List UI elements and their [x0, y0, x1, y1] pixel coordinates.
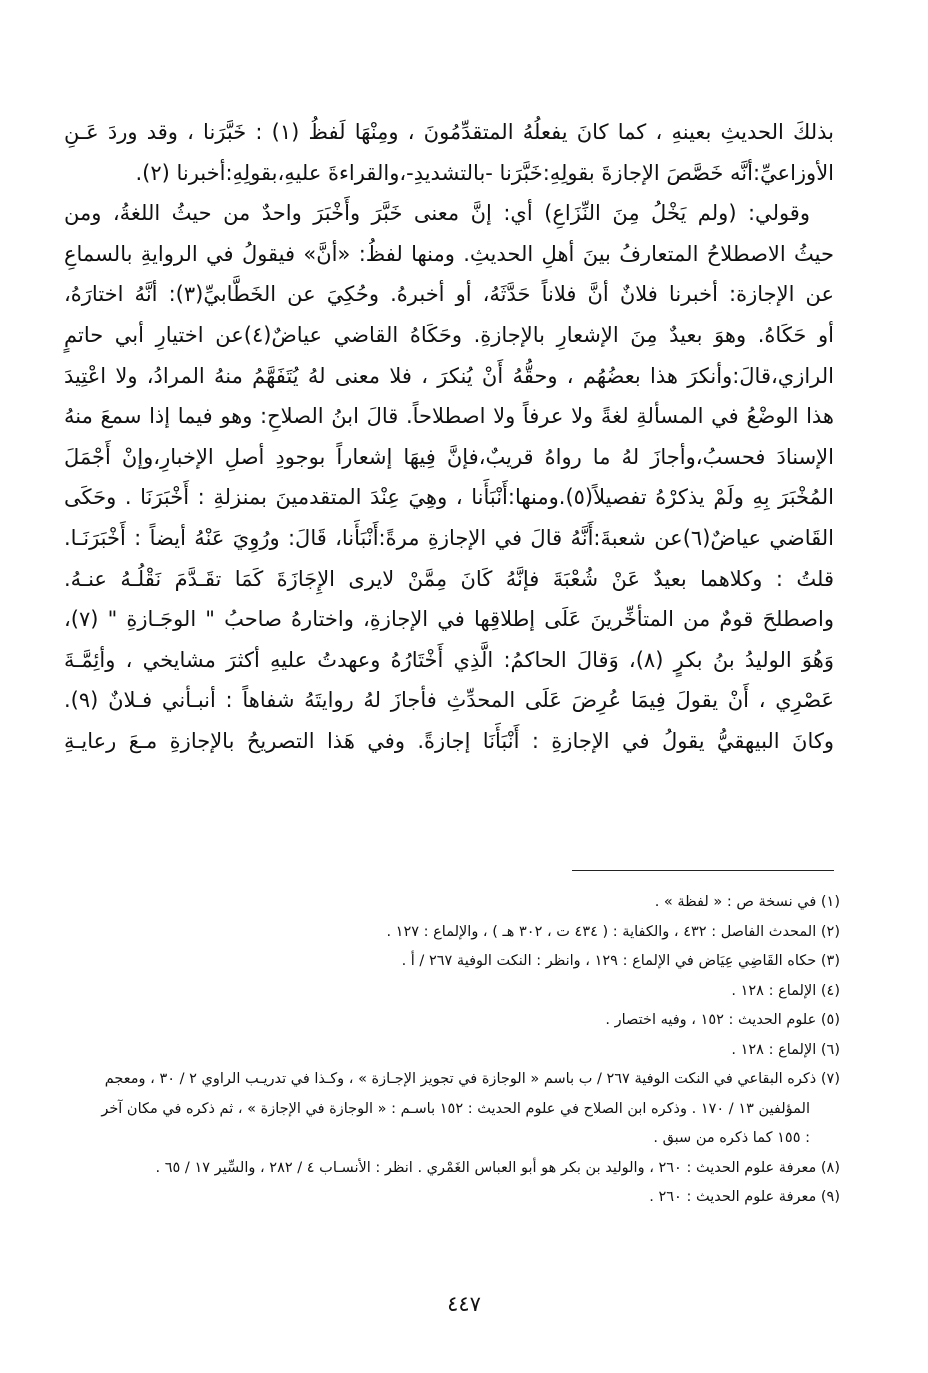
page-number: ٤٤٧: [447, 1292, 481, 1316]
text-line: عَصْرِي ، أَنْ يقولَ فِيمَا عُرِضَ عَلَى المحدِّثِ فأجازَ لهُ روايتَهُ شفاهاً : أنبـأني فـلانٌ (٩).: [64, 688, 834, 713]
footnote: (٦) الإلماع : ١٢٨ .: [731, 1041, 840, 1058]
text-line: واصطلحَ قومٌ من المتأخِّرينَ عَلَى إطلاقِها في الإجازةِ، واختارهُ صاحبُ " الوجَـازةِ " (٧)،: [64, 607, 834, 632]
text-line: بذلكَ الحديثِ بعينهِ ، كما كانَ يفعلُهُ المتقدِّمُونَ ، ومِنْهَا لَفظُ (١) : خَبَّرَنا ، وقد وردَ عَـنِ: [64, 120, 834, 144]
footnote: (٤) الإلماع : ١٢٨ .: [731, 982, 840, 999]
footnote: (٢) المحدث الفاصل : ٤٣٢ ، والكفاية : ( ٤٣٤ ت ، ٣٠٢ هـ ) ، والإلماع : ١٢٧ .: [386, 923, 840, 940]
text-line: هذا الوضْعُ في المسألةِ لغةً ولا عرفاً ولا اصطلاحاً. قالَ ابنُ الصلاحِ: وهو فيما إذا سمعَ منهُ: [64, 404, 834, 429]
main-text: [64, 112, 834, 762]
footnote: (١) في نسخة ص : « لفظة » .: [654, 894, 840, 910]
footnote: (٩) معرفة علوم الحديث : ٢٦٠ .: [649, 1189, 840, 1205]
text-line: الأوزاعيِّ:أنَّه خَصَّصَ الإجازةَ بقولِهِ:خَبَّرَنا -بالتشديدِ-،والقراءةَ عليهِ،بقولِهِ:أخبرنا (٢).: [135, 160, 834, 185]
text-line: وكانَ البيهقيُّ يقولُ في الإجازةِ : أَنْبَأَنَا إجازةً. وفي هَذا التصريحُ بالإجازةِ مـعَ رعايـةِ: [64, 728, 834, 753]
text-line: وقولي: (ولم يَخْلُ مِنَ النِّزَاعِ) أي: إنَّ معنى خَبَّرَ وأَخْبَرَ واحدٌ من حيثُ اللغةُ، ومن: [64, 201, 810, 226]
footnote: (٨) معرفة علوم الحديث : ٢٦٠ ، والوليد بن بكر هو أبو العباس الغَمْري . انظر : الأنسـاب ٤ / ٢٨٢ ، والسِّير ١٧ / ٦٥ .: [155, 1159, 840, 1176]
text-line: الرازي،قالَ:وأنكرَ هذا بعضُهُم ، وحقُّهُ أَنْ يُنكرَ ، فلا معنى لهُ يُتَفَهَّمُ منهُ المرادُ، ولا اعْتِيدَ: [64, 363, 834, 388]
footnotes: [92, 888, 840, 1213]
footnote: (٥) علوم الحديث : ١٥٢ ، وفيه اختصار .: [605, 1012, 840, 1028]
text-line: حيثُ الاصطلاحُ المتعارفُ بينَ أهلِ الحديثِ. ومنها لفظُ: «أنَّ» فيقولُ في الروايةِ بالسماعِ: [64, 241, 834, 266]
footnote: (٧) ذكره البقاعي في النكت الوفية ٢٦٧ / ب باسم « الوجازة في تجويز الإجـازة » ، وكـذا في تدريـب الراوي ٢ / ٣٠ ، ومعجم المؤلفين ١٣ / ١٧٠ . وذكره ابن الصلاح في علوم الحديث : ١٥٢ باسـم : « الوجازة في الإجازة » ، ثم ذكره في مكان آخر : ١٥٥ كما ذكره من سبق .: [101, 1071, 840, 1146]
footnote: (٣) حكاه القَاضِي عِيَاض في الإلماع : ١٢٩ ، وانظر : النكت الوفية ٢٦٧ / أ .: [401, 953, 840, 969]
text-line: وَهُوَ الوليدُ بنُ بكرٍ (٨)، وَقالَ الحاكمُ: الَّذِي أَخْتَارُهُ وعهدتُ عليهِ أكثرَ مشايخي ، وأئِمَّـةَ: [64, 647, 834, 672]
text-line: القَاضي عياضٌ(٦)عن شعبةَ:أَنَّهُ قالَ في الإجازةِ مرةً:أَنْبَأَنا، قَالَ: ورُوِيَ عَنْهُ أيضاً : أَخْبَرَنَـا.: [64, 525, 834, 550]
text-line: قلتُ : وكلاهما بعيدٌ عَنْ شُعْبَةَ فإنَّهُ كَانَ مِمَّنْ لايرى الإِجَازَةَ كَمَا تقَـدَّمَ نَقْلُـهُ عنـهُ.: [64, 566, 834, 591]
footnote-separator: [572, 870, 834, 871]
text-line: عن الإجازة: أخبرنا فلانٌ أنَّ فلاناً حَدَّثَهُ، أو أخبرهُ. وحُكِيَ عن الخَطَّابيِّ(٣): أنَّهُ اختارَهُ،: [64, 282, 835, 307]
text-line: أو حَكَاهُ. وهوَ بعيدٌ مِنَ الإشعارِ بالإجازةِ. وحَكَاهُ القاضي عياضٌ(٤)عن اختيارِ أبي حاتمٍ: [64, 322, 834, 347]
text-line: المُخْبَرَ بِهِ ولَمْ يذكرْهُ تفصيلاً(٥).ومنها:أَنْبَأَنا ، وهِيَ عِنْدَ المتقدمينَ بمنزلةِ : أَخْبَرَنَا . وحَكَى: [64, 485, 834, 510]
text-line: الإسنادَ فحسبُ،وأجازَ لهُ ما رواهُ قريبٌ،فإنَّ فِيهَا إشعاراً بوجودِ أصلِ الإخبارِ،وإنْ أَجْمَلَ: [64, 444, 834, 469]
